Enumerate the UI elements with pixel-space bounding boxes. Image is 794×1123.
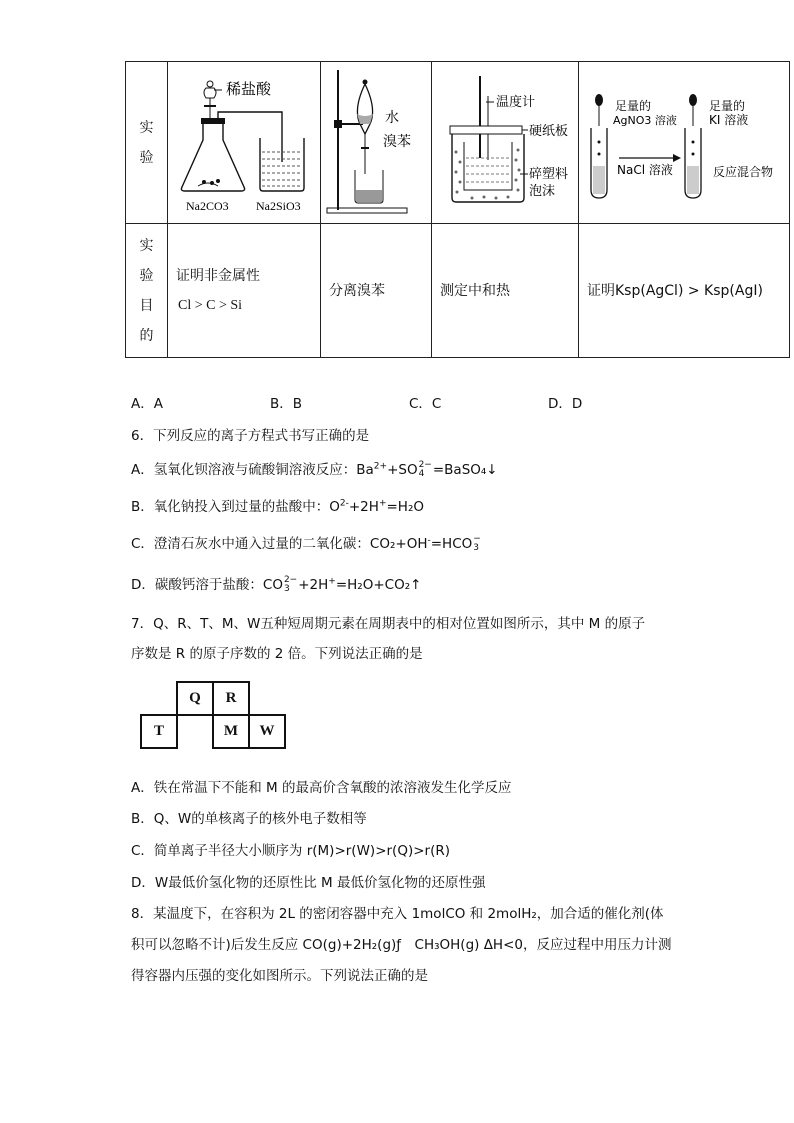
q7-stem-line2: 序数是 R 的原子序数的 2 倍。下列说法正确的是 <box>131 646 423 662</box>
q6-a-mid: +SO <box>387 462 418 478</box>
purpose-c <box>432 224 579 358</box>
q6-a-end: =BaSO₄↓ <box>432 462 498 478</box>
option-c[interactable]: C．C <box>409 396 442 412</box>
q6-c-charge <box>473 535 481 553</box>
q6-b-mid: +2H <box>348 499 379 515</box>
agno3-label-1: 足量的 <box>615 99 652 113</box>
q6-c-text: C．澄清石灰水中通入过量的二氧化碳：CO₂+OH <box>131 536 428 552</box>
foam-label-2: 泡沫 <box>529 184 556 199</box>
q6-c-mid: =HCO <box>430 536 473 552</box>
q6-d-mid: +2H <box>298 577 329 593</box>
q8-stem-line3: 得容器内压强的变化如图所示。下列说法正确的是 <box>131 968 428 984</box>
purpose-a-line1: 证明非金属性 <box>176 267 260 284</box>
acid-label: 稀盐酸 <box>226 80 272 98</box>
frac-top: 2− <box>418 460 432 470</box>
periodic-table-fragment <box>140 681 286 748</box>
label-char: 实 <box>139 237 154 254</box>
apparatus-c-cell <box>432 62 579 224</box>
cell-w: W <box>248 714 286 749</box>
sup: - <box>427 535 431 546</box>
label-char: 实 <box>139 119 154 136</box>
purpose-d <box>579 224 790 358</box>
q6-stem: 6．下列反应的离子方程式书写正确的是 <box>131 428 370 444</box>
q8-stem-line2: 积可以忽略不计)后发生反应 CO(g)+2H₂(g)ƒ CH₃OH(g) ΔH<0，反应过程中用压力计测 <box>131 937 672 953</box>
q6-b-end: =H₂O <box>386 499 424 515</box>
sup: + <box>378 498 387 509</box>
nacl-label: NaCl 溶液 <box>617 163 673 177</box>
option-a[interactable]: A．A <box>131 396 163 412</box>
sup: + <box>328 576 336 587</box>
experiment-table <box>125 61 790 358</box>
cell-q: Q <box>176 681 214 716</box>
cell-m: M <box>212 714 250 749</box>
bromobenzene-label: 溴苯 <box>383 134 411 150</box>
row-label-experiment <box>126 62 168 224</box>
q7-option-d[interactable]: D．W最低价氢化物的还原性比 M 最低价氢化物的还原性强 <box>131 875 486 891</box>
calorimeter-diagram <box>432 62 579 219</box>
cell-t: T <box>140 714 178 749</box>
purpose-d-text: 证明Ksp(AgCl) > Ksp(AgI) <box>587 282 763 299</box>
frac-bot: 3 <box>473 543 479 553</box>
q6-d-end: =H₂O+CO₂↑ <box>335 577 422 593</box>
na2sio3-label: Na2SiO3 <box>256 199 301 213</box>
q7-stem-line1: 7．Q、R、T、M、W五种短周期元素在周期表中的相对位置如图所示，其中 M 的原子 <box>131 616 646 632</box>
q8-stem-line1: 8．某温度下，在容积为 2L 的密闭容器中充入 1molCO 和 2molH₂，加合适的催化剂(体 <box>131 906 664 922</box>
test-tube-diagram <box>579 62 790 219</box>
purpose-a <box>168 224 321 358</box>
q6-option-b[interactable] <box>131 495 424 515</box>
apparatus-a-cell <box>168 62 321 224</box>
apparatus-d-cell <box>579 62 790 224</box>
q6-b-text: B．氧化钠投入到过量的盐酸中：O <box>131 499 340 515</box>
q7-option-a[interactable]: A．铁在常温下不能和 M 的最高价含氧酸的浓溶液发生化学反应 <box>131 780 512 796</box>
ki-label-1: 足量的 <box>709 99 746 113</box>
mixture-label: 反应混合物 <box>713 165 774 179</box>
frac-bot: 3 <box>283 584 290 594</box>
label-char: 目 <box>139 297 154 314</box>
q7-option-c[interactable]: C．简单离子半径大小顺序为 r(M)>r(W)>r(Q)>r(R) <box>131 843 450 859</box>
foam-label-1: 碎塑料 <box>529 167 569 182</box>
q6-d-text: D．碳酸钙溶于盐酸：CO <box>131 577 283 593</box>
purpose-c-text: 测定中和热 <box>440 282 510 299</box>
label-char: 验 <box>139 267 154 284</box>
q6-a-text: A．氢氧化钡溶液与硫酸铜溶液反应：Ba <box>131 462 374 478</box>
thermometer-label: 温度计 <box>496 95 536 110</box>
q7-option-b[interactable]: B．Q、W的单核离子的核外电子数相等 <box>131 811 367 827</box>
separatory-funnel-diagram <box>321 62 432 219</box>
water-label: 水 <box>385 110 399 126</box>
q6-d-charge <box>284 576 297 594</box>
frac-bot: 4 <box>418 469 425 479</box>
option-b[interactable]: B．B <box>270 396 303 412</box>
sup: 2+ <box>373 461 388 472</box>
q6-option-a[interactable] <box>131 458 498 479</box>
option-d[interactable]: D．D <box>548 396 583 412</box>
ki-label-2: KI 溶液 <box>709 113 749 127</box>
q6-option-c[interactable] <box>131 532 482 553</box>
sup: 2- <box>339 498 349 509</box>
purpose-a-line2: Cl > C > Si <box>178 297 243 313</box>
q6-option-d[interactable] <box>131 573 421 594</box>
cell-r: R <box>212 681 250 716</box>
board-label: 硬纸板 <box>529 124 569 139</box>
apparatus-b-cell <box>321 62 432 224</box>
frac-top: − <box>473 534 481 544</box>
row-label-purpose <box>126 224 168 358</box>
label-char: 验 <box>139 149 154 166</box>
purpose-b <box>321 224 432 358</box>
flask-apparatus-diagram <box>168 62 321 219</box>
purpose-b-text: 分离溴苯 <box>329 282 385 299</box>
agno3-label-2: AgNO3 溶液 <box>613 114 677 127</box>
q6-a-charge <box>419 461 432 479</box>
label-char: 的 <box>139 327 154 344</box>
na2co3-label: Na2CO3 <box>186 199 229 213</box>
frac-top: 2− <box>283 575 298 585</box>
